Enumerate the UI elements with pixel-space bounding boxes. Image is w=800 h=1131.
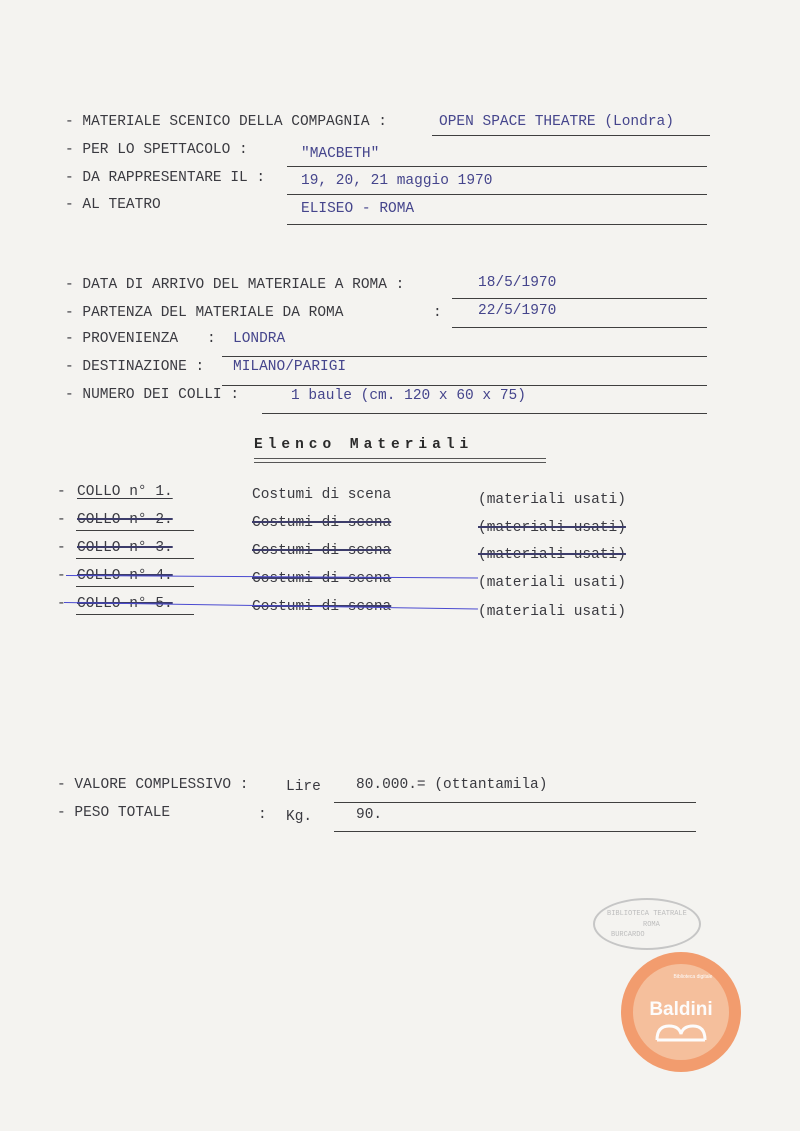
materials-title: Elenco Materiali <box>254 437 474 453</box>
value-underline <box>334 802 696 803</box>
item-description: Costumi di scena <box>252 487 392 503</box>
collo-label: COLLO n° 1. <box>77 484 173 500</box>
departure-underline <box>452 327 707 328</box>
stamp-line: BURCARDO <box>611 931 645 939</box>
weight-underline <box>334 831 696 832</box>
row-dash: - <box>57 512 66 528</box>
arrival-label: - DATA DI ARRIVO DEL MATERIALE A ROMA : <box>65 277 405 293</box>
company-value: OPEN SPACE THEATRE (Londra) <box>439 114 674 130</box>
packages-value: 1 baule (cm. 120 x 60 x 75) <box>291 388 526 404</box>
dates-label: - DA RAPPRESENTARE IL : <box>65 170 266 186</box>
weight-colon: : <box>258 807 267 823</box>
item-note: (materiali usati) <box>478 520 626 536</box>
stamp-line: ROMA <box>643 921 660 929</box>
origin-underline <box>222 356 707 357</box>
logo-name: Baldini <box>649 999 713 1020</box>
arrival-underline <box>452 298 707 299</box>
dates-underline <box>287 194 707 195</box>
show-value: "MACBETH" <box>301 146 380 162</box>
title-rule-1 <box>254 458 546 459</box>
book-icon <box>655 1022 707 1042</box>
item-note: (materiali usati) <box>478 575 626 591</box>
theatre-label: - AL TEATRO <box>65 197 161 213</box>
total-value-amount: 80.000.= (ottantamila) <box>356 777 548 793</box>
row-dash: - <box>57 596 66 612</box>
show-label: - PER LO SPETTACOLO : <box>65 142 248 158</box>
destination-underline <box>222 385 707 386</box>
item-description: Costumi di scena <box>252 571 392 587</box>
packages-label: - NUMERO DEI COLLI : <box>65 387 240 403</box>
arrival-value: 18/5/1970 <box>478 275 557 291</box>
item-note: (materiali usati) <box>478 547 626 563</box>
item-description: Costumi di scena <box>252 599 392 615</box>
collo-label: COLLO n° 2. <box>77 512 173 528</box>
destination-value: MILANO/PARIGI <box>233 359 347 375</box>
collo-label: COLLO n° 4. <box>77 568 173 584</box>
library-stamp <box>593 898 701 950</box>
theatre-underline <box>287 224 707 225</box>
item-description: Costumi di scena <box>252 515 392 531</box>
origin-label: - PROVENIENZA <box>65 331 179 347</box>
row-dash: - <box>57 568 66 584</box>
departure-value: 22/5/1970 <box>478 303 557 319</box>
currency-label: Lire <box>286 779 321 795</box>
weight-unit: Kg. <box>286 809 313 825</box>
item-note: (materiali usati) <box>478 492 626 508</box>
baldini-logo <box>621 952 741 1072</box>
row-underline <box>76 586 194 587</box>
destination-label: - DESTINAZIONE : <box>65 359 205 375</box>
total-weight-value: 90. <box>356 807 383 823</box>
origin-colon: : <box>207 331 216 347</box>
packages-underline <box>262 413 707 414</box>
row-underline <box>76 558 194 559</box>
logo-small-text: Biblioteca digitale <box>673 974 713 980</box>
dates-value: 19, 20, 21 maggio 1970 <box>301 173 493 189</box>
title-rule-2 <box>254 462 546 463</box>
theatre-value: ELISEO - ROMA <box>301 201 415 217</box>
collo-label: COLLO n° 5. <box>77 596 173 612</box>
collo-label: COLLO n° 3. <box>77 540 173 556</box>
total-value-label: - VALORE COMPLESSIVO : <box>57 777 249 793</box>
item-description: Costumi di scena <box>252 543 392 559</box>
row-dash: - <box>57 484 66 500</box>
row-underline <box>76 530 194 531</box>
row-dash: - <box>57 540 66 556</box>
company-underline <box>432 135 710 136</box>
stamp-line: BIBLIOTECA TEATRALE <box>607 910 687 918</box>
departure-label: - PARTENZA DEL MATERIALE DA ROMA <box>65 305 344 321</box>
departure-colon: : <box>433 305 442 321</box>
total-weight-label: - PESO TOTALE <box>57 805 171 821</box>
show-underline <box>287 166 707 167</box>
company-label: - MATERIALE SCENICO DELLA COMPAGNIA : <box>65 114 387 130</box>
origin-value: LONDRA <box>233 331 286 347</box>
row-underline <box>76 614 194 615</box>
item-note: (materiali usati) <box>478 604 626 620</box>
